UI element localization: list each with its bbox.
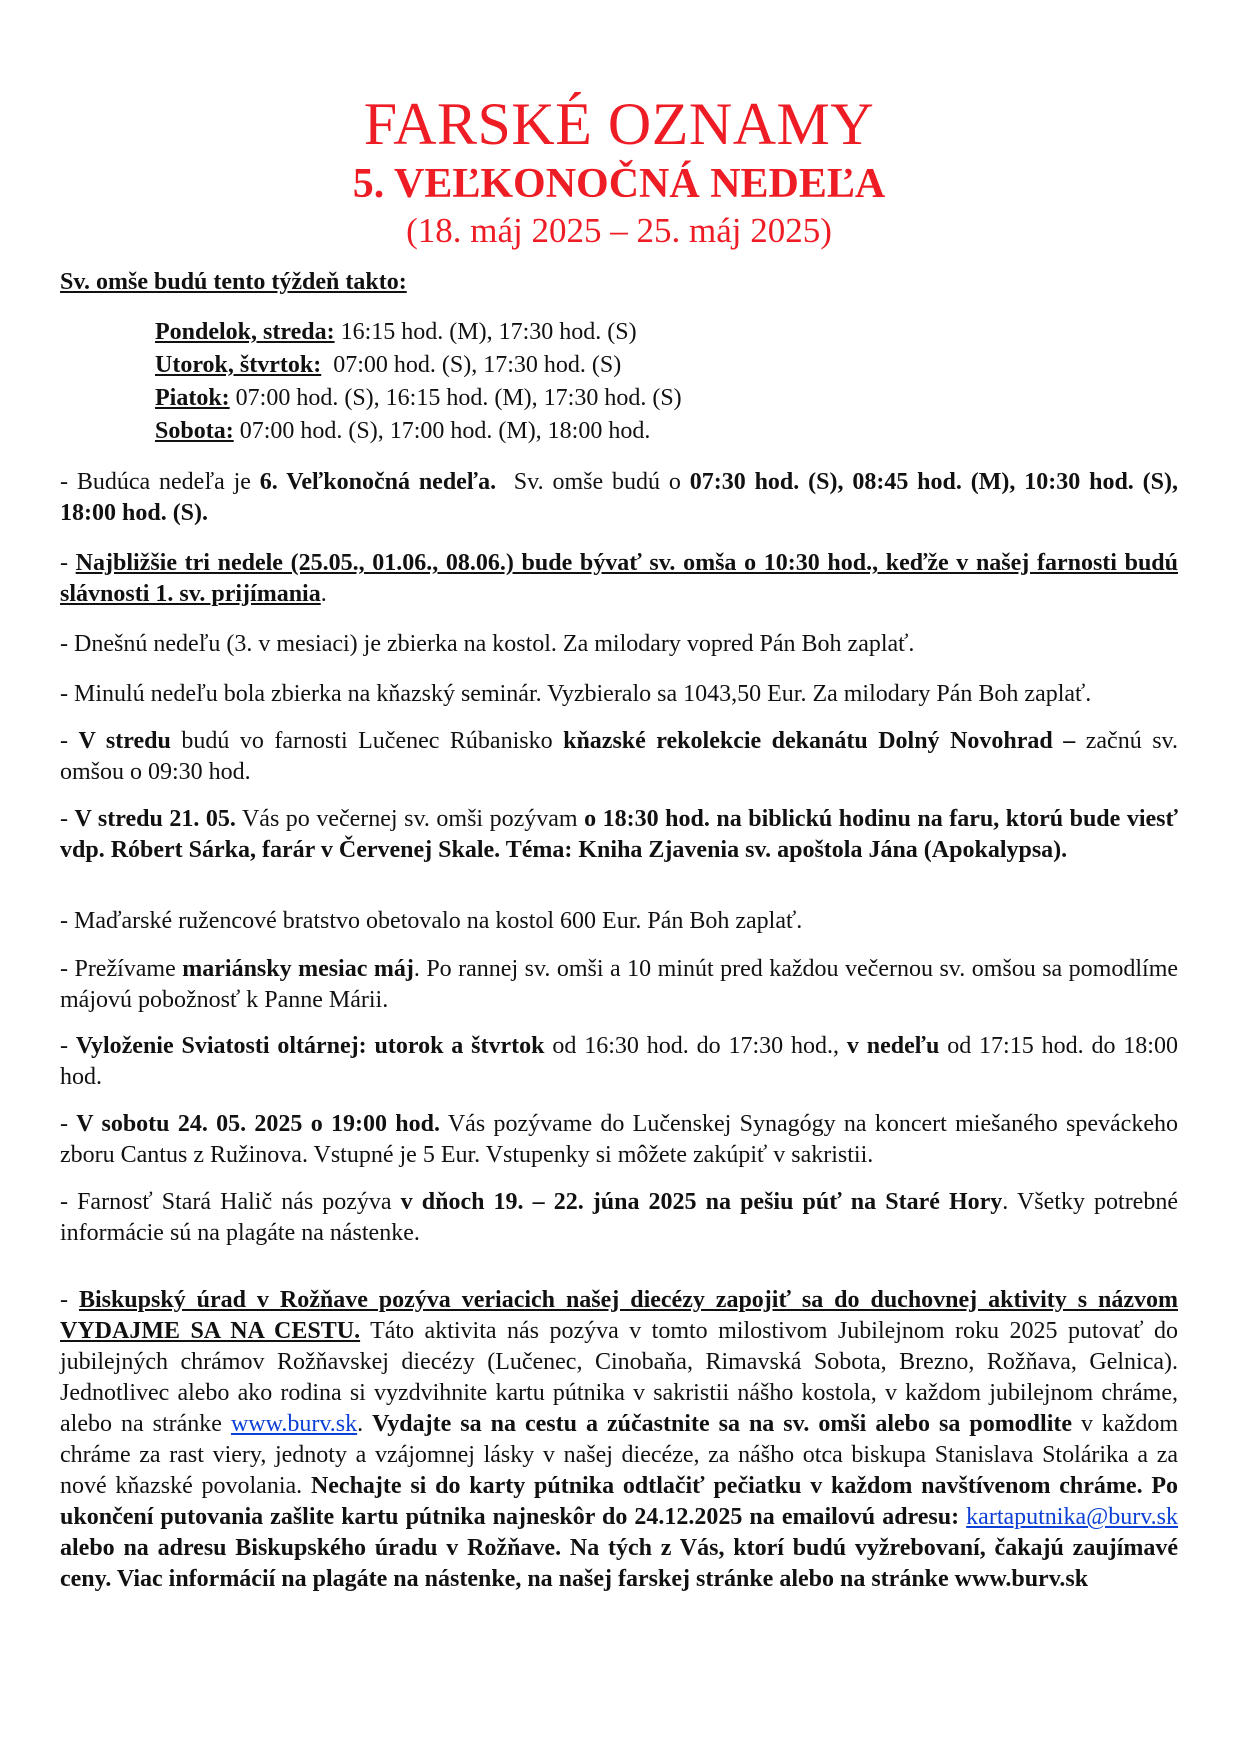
text: Vás pozývame do Lučenskej Synagógy na koncert miešaného speváckeho zboru Cantus z Ružinova. Vstupné je 5 Eur. Vstupenky si môžete zakúpiť v sakristii. [60, 1111, 1178, 1168]
text: v každom chráme za rast viery, jednoty a vzájomnej lásky v našej diecéze, za nášho otca biskupa Stanislava Stolárika a za nové kňazské povolania. [60, 1411, 1178, 1499]
schedule-day: Utorok, štvrtok: [155, 352, 322, 378]
schedule-row [155, 349, 1178, 382]
text: - [60, 806, 75, 832]
text-bold: kňazské rekolekcie dekanátu Dolný Novohrad – [563, 728, 1076, 754]
text-bold: Nechajte si do karty pútnika odtlačiť pečiatku v každom navštívenom chráme. Po ukončení putovania zašlite kartu pútnika najneskôr do 24.12.2025 na emailovú adresu: [60, 1473, 1179, 1530]
announcement-jubilee [60, 1285, 1178, 1595]
announcement-concert [60, 1109, 1178, 1171]
text-bold: V sobotu 24. 05. 2025 o 19:00 hod. [76, 1111, 440, 1137]
announcement-recollection [60, 726, 1178, 788]
text: - Minulú nedeľu bola zbierka na kňazský seminár. Vyzbieralo sa 1043,50 Eur. Za milodary Pán Boh zaplať. [60, 681, 1092, 707]
text-bold: v nedeľu [846, 1033, 940, 1059]
text-bold: v dňoch 19. – 22. júna 2025 na pešiu púť na Staré Hory [400, 1189, 1003, 1215]
document-page [60, 88, 1178, 1595]
schedule-times: 07:00 hod. (S), 16:15 hod. (M), 17:30 hod. (S) [229, 385, 682, 411]
text-bold: Biskupský úrad v Rožňave pozýva veriacich našej diecézy zapojiť sa do duchovnej aktivity s názvom VYDAJME SA NA CESTU. [60, 1287, 1178, 1344]
text: - Farnosť Stará Halič nás pozýva [60, 1189, 401, 1215]
announcement-rosary [60, 906, 1178, 937]
schedule-row [155, 382, 1178, 415]
header [60, 88, 1178, 254]
schedule-day: Pondelok, streda: [155, 319, 335, 345]
date-range: (18. máj 2025 – 25. máj 2025) [406, 211, 832, 250]
text: - [60, 1033, 76, 1059]
announcement-bible-hour [60, 804, 1178, 866]
text-bold: o 18:30 hod. na biblickú hodinu na faru, ktorú bude viesť vdp. Róbert Sárka, farár v Červenej Skale. Téma: Kniha Zjavenia sv. apoštola Jána (Apokalypsa). [60, 806, 1178, 863]
text: - Dnešnú nedeľu (3. v mesiaci) je zbierka na kostol. Za milodary vopred Pán Boh zaplať. [60, 631, 915, 657]
text: Vás po večernej sv. omši pozývam [235, 806, 585, 832]
email-link[interactable]: kartaputnika@burv.sk [966, 1504, 1178, 1530]
schedule-times: 07:00 hod. (S), 17:30 hod. (S) [321, 352, 622, 378]
schedule-day: Piatok: [155, 385, 230, 411]
mass-schedule [155, 316, 1178, 448]
text: budú vo farnosti Lučenec Rúbanisko [170, 728, 564, 754]
announcement-adoration [60, 1031, 1178, 1093]
schedule-times: 16:15 hod. (M), 17:30 hod. (S) [334, 319, 637, 345]
schedule-day: Sobota: [155, 418, 234, 444]
schedule-row [155, 415, 1178, 448]
text: od 17:15 hod. do 18:00 hod. [60, 1033, 1178, 1090]
text-bold: Vydajte sa na cestu a zúčastnite sa na sv. omši alebo sa pomodlite [372, 1411, 1073, 1437]
announcement-pilgrimage [60, 1187, 1178, 1249]
text: - [60, 1287, 79, 1313]
text: - Prežívame [60, 956, 183, 982]
text: - Budúca nedeľa je [60, 469, 260, 495]
masses-heading: Sv. omše budú tento týždeň takto: [60, 269, 407, 295]
text-bold: Vyloženie Sviatosti oltárnej: utorok a štvrtok [75, 1033, 545, 1059]
text-bold: 6. Veľkonočná nedeľa. [259, 469, 497, 495]
text: . [320, 581, 327, 607]
schedule-times: 07:00 hod. (S), 17:00 hod. (M), 18:00 hod. [233, 418, 651, 444]
text: začnú sv. omšou o 09:30 hod. [60, 728, 1179, 785]
text-bold: V stredu 21. 05. [74, 806, 236, 832]
burv-link[interactable]: www.burv.sk [230, 1411, 358, 1437]
announcement-collection [60, 629, 1178, 660]
text: Sv. omše budú o [496, 469, 690, 495]
text-bold: V stredu [78, 728, 171, 754]
text: . Všetky potrebné informácie sú na plagáte na nástenke. [60, 1189, 1178, 1246]
text: od 16:30 hod. do 17:30 hod., [544, 1033, 847, 1059]
page-title: FARSKÉ OZNAMY [363, 91, 875, 157]
text: Táto aktivita nás pozýva v tomto milostivom Jubilejnom roku 2025 putovať do jubilejných chrámov Rožňavskej diecézy (Lučenec, Cinobaňa, Rimavská Sobota, Brezno, Rožňava, Gelnica). Jednotlivec alebo ako rodina si vyzdvihnite kartu pútnika v sakristii nášho kostola, v každom jubilejnom chráme, alebo na stránke [60, 1318, 1178, 1437]
text-bold: 07:30 hod. (S), 08:45 hod. (M), 10:30 hod. (S), 18:00 hod. (S). [60, 469, 1178, 526]
text-bold: Najbližšie tri nedele (25.05., 01.06., 08.06.) bude bývať sv. omša o 10:30 hod., keďže v našej farnosti budú slávnosti 1. sv. prijímania [60, 550, 1178, 607]
text: - [60, 550, 76, 576]
text: - [60, 1111, 77, 1137]
text: - [60, 728, 79, 754]
text: . [357, 1411, 373, 1437]
sunday-title: 5. VEĽKONOČNÁ NEDEĽA [352, 161, 886, 207]
announcement-seminary [60, 679, 1178, 710]
text: - Maďarské ružencové bratstvo obetovalo na kostol 600 Eur. Pán Boh zaplať. [60, 908, 803, 934]
announcement-first-communion [60, 548, 1178, 610]
announcement-next-sunday [60, 467, 1178, 529]
schedule-row [155, 316, 1178, 349]
text-bold: alebo na adresu Biskupského úradu v Rožňave. Na tých z Vás, ktorí budú vyžrebovaní, čakajú zaujímavé ceny. Viac informácií na plagáte na nástenke, na našej farskej stránke alebo na stránke www.burv.sk [60, 1535, 1178, 1592]
announcement-may [60, 954, 1178, 1016]
text: . Po rannej sv. omši a 10 minút pred každou večernou sv. omšou sa pomodlíme májovú pobožnosť k Panne Márii. [60, 956, 1179, 1013]
text-bold: mariánsky mesiac máj [182, 956, 414, 982]
